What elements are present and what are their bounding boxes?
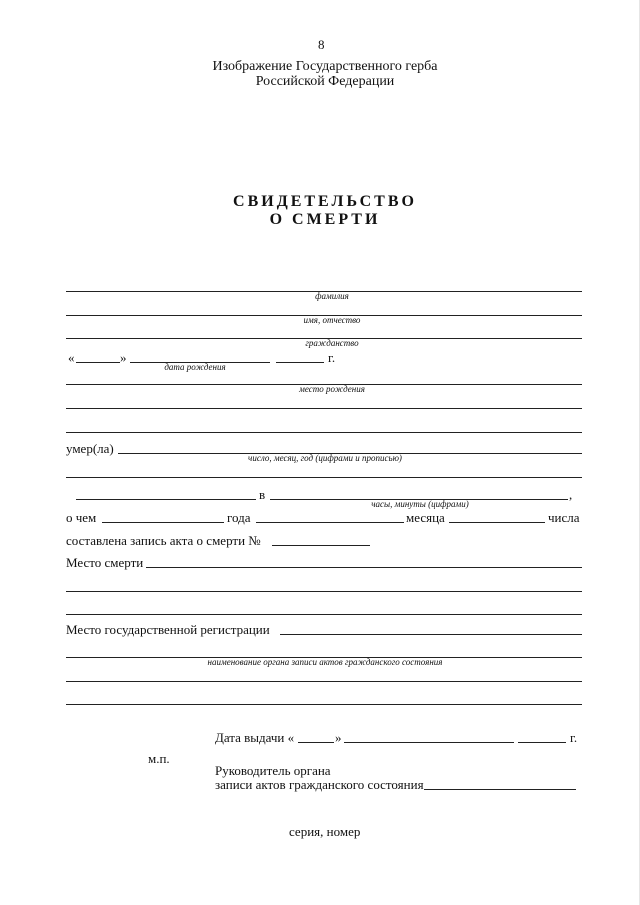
act-record-label: составлена запись акта о смерти № <box>66 533 261 548</box>
death-date-caption: число, месяц, год (цифрами и прописью) <box>248 453 402 463</box>
page-number: 8 <box>318 37 325 52</box>
death-date-line-2[interactable] <box>66 477 582 478</box>
issue-month-line[interactable] <box>344 742 514 743</box>
act-record-number-line[interactable] <box>272 545 370 546</box>
record-month-line[interactable] <box>256 522 404 523</box>
registration-place-label: Место государственной регистрации <box>66 622 270 637</box>
document-title-line1: СВИДЕТЕЛЬСТВО <box>233 193 417 210</box>
record-year-line[interactable] <box>102 522 224 523</box>
death-place-line[interactable] <box>146 567 582 568</box>
birth-place-line-2[interactable] <box>66 408 582 409</box>
time-in-label: в <box>259 487 266 502</box>
death-place-line-2[interactable] <box>66 591 582 592</box>
stamp-label: м.п. <box>148 751 170 766</box>
emblem-note-line1: Изображение Государственного герба <box>212 59 438 74</box>
citizenship-caption: гражданство <box>305 338 359 348</box>
emblem-note-line2: Российской Федерации <box>255 74 395 89</box>
document-title-line2: О СМЕРТИ <box>269 211 381 228</box>
birth-date-caption: дата рождения <box>164 362 226 372</box>
birth-year-suffix: г. <box>328 350 336 365</box>
death-place-label: Место смерти <box>66 555 144 570</box>
record-day-label: числа <box>548 510 580 525</box>
issue-year-suffix: г. <box>570 730 578 745</box>
surname-caption: фамилия <box>315 291 349 301</box>
record-month-label: месяца <box>406 510 445 525</box>
record-year-label: года <box>227 510 251 525</box>
record-prefix: о чем <box>66 510 97 525</box>
head-signature-line1: Руководитель органа <box>215 763 331 778</box>
died-label: умер(ла) <box>66 441 114 456</box>
time-row-comma: , <box>569 487 573 502</box>
record-day-line[interactable] <box>449 522 545 523</box>
issue-date-label: Дата выдачи « <box>215 730 295 745</box>
series-number-label: серия, номер <box>289 824 361 839</box>
issue-day-line[interactable] <box>298 742 334 743</box>
head-signature-line2: записи актов гражданского состояния <box>215 777 424 792</box>
registry-office-line-3[interactable] <box>66 704 582 705</box>
death-place-line-3[interactable] <box>66 614 582 615</box>
issue-close-quote: » <box>335 730 342 745</box>
birth-open-quote: « <box>68 350 75 365</box>
birth-place-caption: место рождения <box>299 384 365 394</box>
registry-office-caption: наименование органа записи актов гражданского состояния <box>207 657 443 667</box>
death-time-caption: часы, минуты (цифрами) <box>371 499 469 509</box>
head-signature-line[interactable] <box>424 789 576 790</box>
birth-close-quote: » <box>120 350 127 365</box>
registry-office-line-2[interactable] <box>66 681 582 682</box>
death-date-continuation-line[interactable] <box>76 499 256 500</box>
birth-place-line-3[interactable] <box>66 432 582 433</box>
birth-day-line[interactable] <box>76 362 120 363</box>
issue-year-line[interactable] <box>518 742 566 743</box>
registration-place-line[interactable] <box>280 634 582 635</box>
name-patronymic-caption: имя, отчество <box>303 315 361 325</box>
birth-year-line[interactable] <box>276 362 324 363</box>
